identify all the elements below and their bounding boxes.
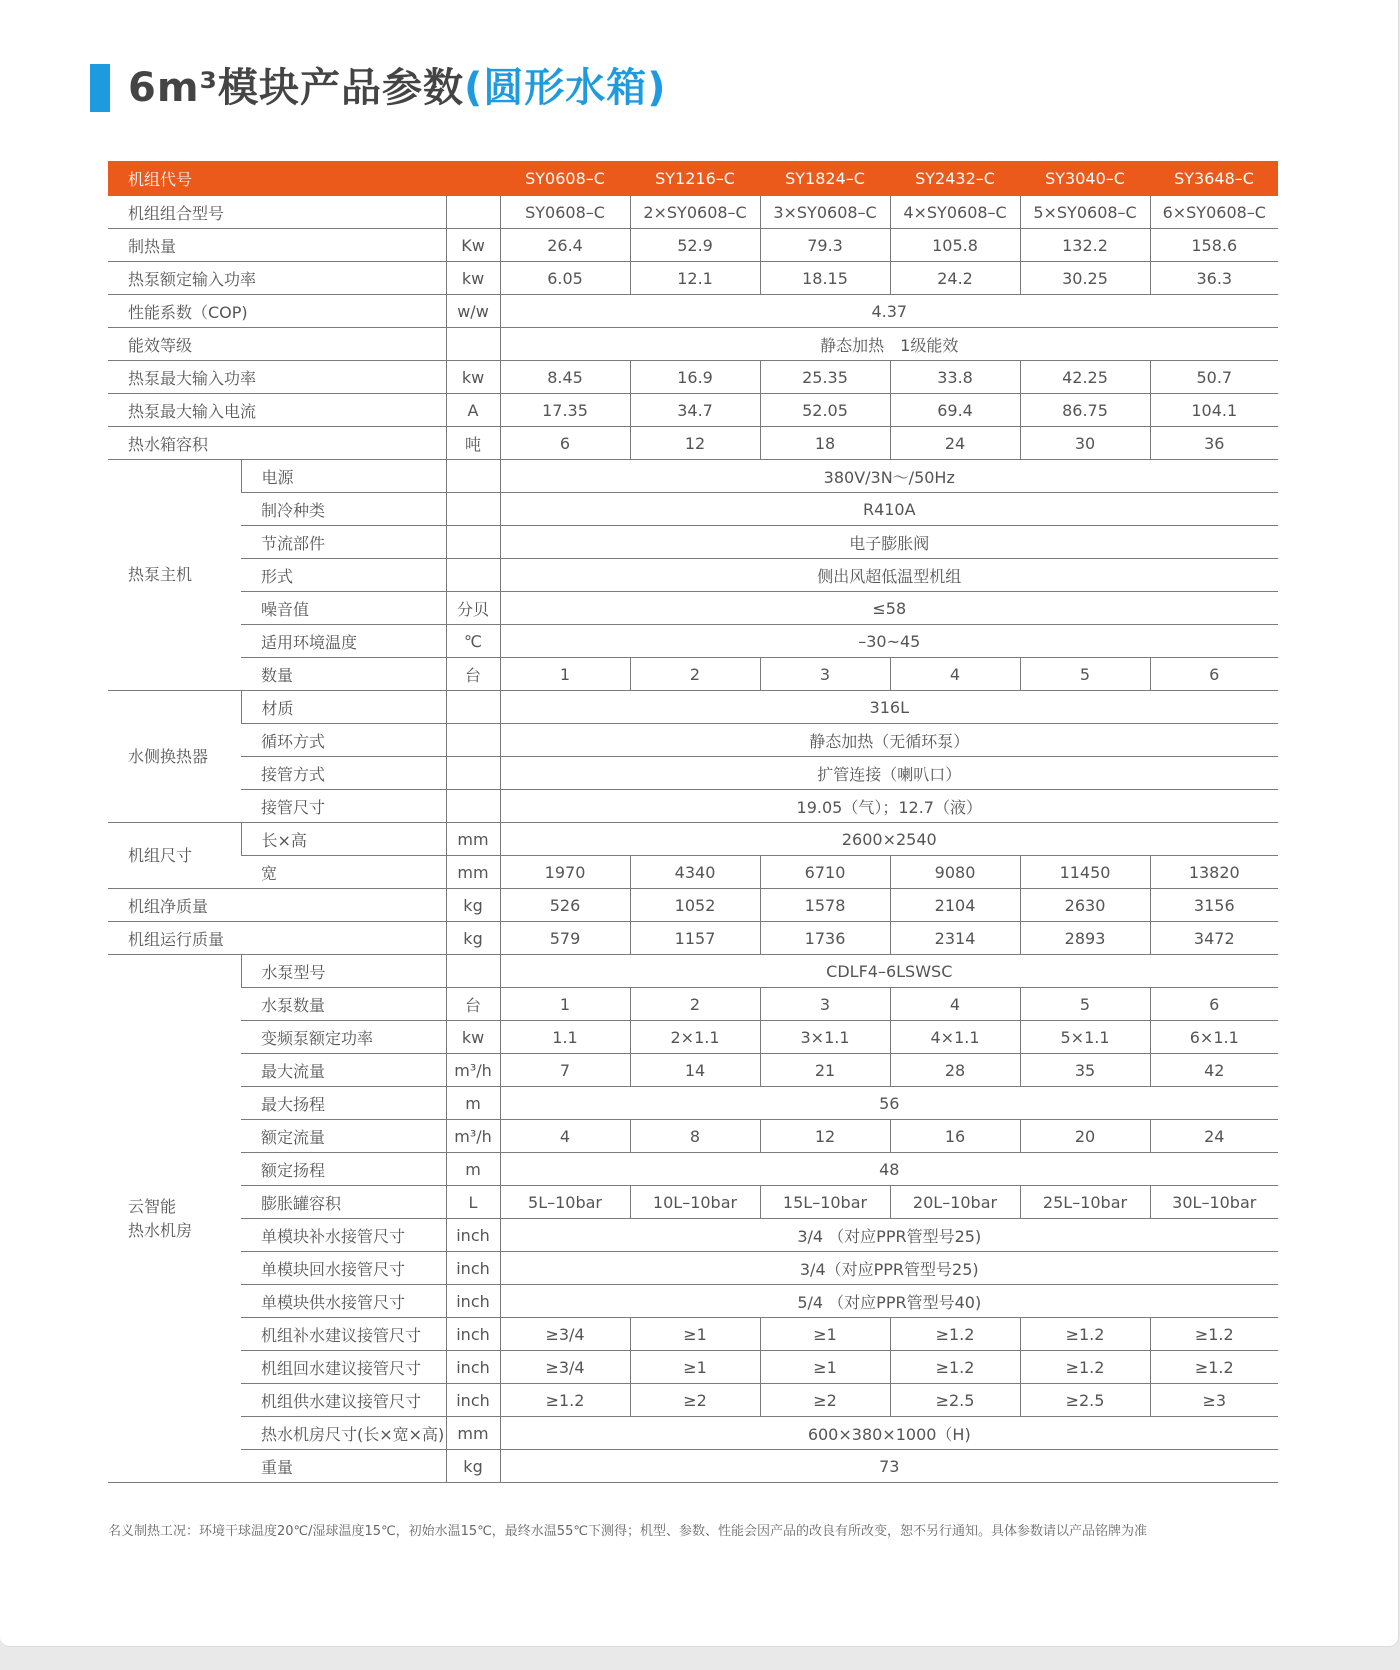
table-row — [108, 262, 1278, 295]
table-cell: 50.7 — [1150, 361, 1278, 394]
table-cell: 28 — [890, 1054, 1020, 1087]
table-cell: 3 — [760, 658, 890, 691]
row-label: 热泵额定输入功率 — [108, 262, 446, 295]
table-row — [108, 1054, 1278, 1087]
table-cell: 2314 — [890, 922, 1020, 955]
table-cell: 52.05 — [760, 394, 890, 427]
row-label: 制热量 — [108, 229, 446, 262]
table-cell: 2 — [630, 988, 760, 1021]
table-cell: ≥1.2 — [1020, 1318, 1150, 1351]
table-cell: 17.35 — [500, 394, 630, 427]
table-cell: 3×SY0608–C — [760, 196, 890, 229]
table-cell: 4 — [890, 658, 1020, 691]
row-unit: ℃ — [446, 625, 500, 658]
row-unit: A — [446, 394, 500, 427]
table-row — [108, 889, 1278, 922]
table-cell: 1 — [500, 988, 630, 1021]
row-label: 机组补水建议接管尺寸 — [241, 1318, 446, 1351]
row-unit: inch — [446, 1252, 500, 1285]
table-cell: 26.4 — [500, 229, 630, 262]
table-cell: 6×SY0608–C — [1150, 196, 1278, 229]
table-cell: 36.3 — [1150, 262, 1278, 295]
spec-table — [108, 161, 1278, 1483]
table-cell-span: 静态加热 1级能效 — [500, 328, 1278, 361]
table-cell: 3×1.1 — [760, 1021, 890, 1054]
table-cell: 86.75 — [1020, 394, 1150, 427]
table-cell: 4 — [890, 988, 1020, 1021]
table-cell-span: 73 — [500, 1450, 1278, 1483]
table-cell: 1578 — [760, 889, 890, 922]
row-unit: mm — [446, 856, 500, 889]
table-cell: 30.25 — [1020, 262, 1150, 295]
table-cell-span: 316L — [500, 691, 1278, 724]
row-label: 机组组合型号 — [108, 196, 446, 229]
table-cell: 4×SY0608–C — [890, 196, 1020, 229]
table-cell: 4 — [500, 1120, 630, 1153]
table-cell: 30L–10bar — [1150, 1186, 1278, 1219]
title-accent-bar — [90, 64, 110, 112]
table-cell: 10L–10bar — [630, 1186, 760, 1219]
row-unit: kw — [446, 1021, 500, 1054]
table-cell-span: 4.37 — [500, 295, 1278, 328]
table-cell: ≥2 — [760, 1384, 890, 1417]
row-unit: 分贝 — [446, 592, 500, 625]
row-unit: mm — [446, 1417, 500, 1450]
table-row — [108, 658, 1278, 691]
table-cell: ≥1.2 — [1150, 1351, 1278, 1384]
table-row — [108, 1087, 1278, 1120]
group-label: 机组尺寸 — [108, 823, 241, 889]
table-cell: ≥3/4 — [500, 1351, 630, 1384]
row-label: 材质 — [241, 691, 446, 724]
table-row — [108, 1186, 1278, 1219]
table-cell: 132.2 — [1020, 229, 1150, 262]
table-row — [108, 1120, 1278, 1153]
row-label: 机组供水建议接管尺寸 — [241, 1384, 446, 1417]
row-label: 变频泵额定功率 — [241, 1021, 446, 1054]
table-cell-span: R410A — [500, 493, 1278, 526]
table-cell: 42 — [1150, 1054, 1278, 1087]
row-unit: 台 — [446, 988, 500, 1021]
table-row — [108, 526, 1278, 559]
header-model: SY1216–C — [630, 161, 760, 196]
table-cell-span: –30~45 — [500, 625, 1278, 658]
table-cell: 33.8 — [890, 361, 1020, 394]
table-cell: 2104 — [890, 889, 1020, 922]
table-row — [108, 1021, 1278, 1054]
table-cell: 8 — [630, 1120, 760, 1153]
table-row — [108, 625, 1278, 658]
table-row — [108, 328, 1278, 361]
row-unit — [446, 691, 500, 724]
table-cell: 5L–10bar — [500, 1186, 630, 1219]
row-label: 机组回水建议接管尺寸 — [241, 1351, 446, 1384]
table-cell: 5×1.1 — [1020, 1021, 1150, 1054]
header-model: SY3040–C — [1020, 161, 1150, 196]
row-label: 额定扬程 — [241, 1153, 446, 1186]
row-unit — [446, 460, 500, 493]
row-label: 节流部件 — [241, 526, 446, 559]
table-cell: ≥1 — [760, 1318, 890, 1351]
table-cell: 4340 — [630, 856, 760, 889]
table-cell: 9080 — [890, 856, 1020, 889]
table-cell: 79.3 — [760, 229, 890, 262]
table-cell: ≥1.2 — [1020, 1351, 1150, 1384]
header-model: SY1824–C — [760, 161, 890, 196]
row-unit: kg — [446, 889, 500, 922]
table-cell-span: 3/4（对应PPR管型号25) — [500, 1252, 1278, 1285]
row-unit — [446, 757, 500, 790]
table-cell: 24 — [890, 427, 1020, 460]
table-cell: 11450 — [1020, 856, 1150, 889]
table-cell-span: 56 — [500, 1087, 1278, 1120]
header-model: SY3648–C — [1150, 161, 1278, 196]
table-cell: 12 — [760, 1120, 890, 1153]
row-unit — [446, 493, 500, 526]
table-cell: 6×1.1 — [1150, 1021, 1278, 1054]
table-cell: 12 — [630, 427, 760, 460]
row-label: 形式 — [241, 559, 446, 592]
row-label: 热水机房尺寸(长×宽×高) — [241, 1417, 446, 1450]
row-unit — [446, 196, 500, 229]
table-cell: 20L–10bar — [890, 1186, 1020, 1219]
table-cell: 105.8 — [890, 229, 1020, 262]
table-cell-span: ≤58 — [500, 592, 1278, 625]
row-label: 电源 — [241, 460, 446, 493]
table-row — [108, 856, 1278, 889]
table-cell: ≥2.5 — [1020, 1384, 1150, 1417]
table-cell: 34.7 — [630, 394, 760, 427]
table-row — [108, 1417, 1278, 1450]
table-cell-span: 5/4 （对应PPR管型号40) — [500, 1285, 1278, 1318]
table-cell: 20 — [1020, 1120, 1150, 1153]
row-unit — [446, 328, 500, 361]
table-cell: ≥2.5 — [890, 1384, 1020, 1417]
row-unit: L — [446, 1186, 500, 1219]
table-cell: ≥1.2 — [1150, 1318, 1278, 1351]
table-header-row — [108, 161, 1278, 196]
table-cell: ≥1.2 — [890, 1318, 1020, 1351]
row-unit: w/w — [446, 295, 500, 328]
table-cell-span: 电子膨胀阀 — [500, 526, 1278, 559]
table-cell: 12.1 — [630, 262, 760, 295]
table-row — [108, 493, 1278, 526]
table-cell: 3156 — [1150, 889, 1278, 922]
table-cell: 52.9 — [630, 229, 760, 262]
table-row — [108, 922, 1278, 955]
table-cell: 24.2 — [890, 262, 1020, 295]
header-model: SY0608–C — [500, 161, 630, 196]
table-cell: 4×1.1 — [890, 1021, 1020, 1054]
row-unit: inch — [446, 1318, 500, 1351]
table-row — [108, 757, 1278, 790]
table-cell: 30 — [1020, 427, 1150, 460]
table-cell-span: 380V/3N～/50Hz — [500, 460, 1278, 493]
table-cell: 15L–10bar — [760, 1186, 890, 1219]
table-cell: ≥1.2 — [890, 1351, 1020, 1384]
table-cell: 21 — [760, 1054, 890, 1087]
table-row — [108, 955, 1278, 988]
row-unit: mm — [446, 823, 500, 856]
table-cell: ≥1 — [760, 1351, 890, 1384]
row-unit: m — [446, 1087, 500, 1120]
table-cell: 5 — [1020, 658, 1150, 691]
table-cell: 24 — [1150, 1120, 1278, 1153]
table-cell: ≥1 — [630, 1351, 760, 1384]
table-cell-span: CDLF4–6LSWSC — [500, 955, 1278, 988]
row-label: 热泵最大输入电流 — [108, 394, 446, 427]
table-row — [108, 1153, 1278, 1186]
page-title — [128, 60, 667, 116]
row-unit: Kw — [446, 229, 500, 262]
row-label: 接管方式 — [241, 757, 446, 790]
table-cell: 35 — [1020, 1054, 1150, 1087]
table-row — [108, 559, 1278, 592]
row-unit: kw — [446, 361, 500, 394]
header-model: SY2432–C — [890, 161, 1020, 196]
row-label: 膨胀罐容积 — [241, 1186, 446, 1219]
table-cell: 36 — [1150, 427, 1278, 460]
table-cell: 6.05 — [500, 262, 630, 295]
table-cell: 42.25 — [1020, 361, 1150, 394]
row-unit — [446, 724, 500, 757]
row-unit: kw — [446, 262, 500, 295]
table-row — [108, 724, 1278, 757]
table-cell-span: 侧出风超低温型机组 — [500, 559, 1278, 592]
table-cell: 1157 — [630, 922, 760, 955]
table-cell: 6710 — [760, 856, 890, 889]
table-cell: 158.6 — [1150, 229, 1278, 262]
table-cell: 1970 — [500, 856, 630, 889]
table-cell-span: 19.05（气）；12.7（液） — [500, 790, 1278, 823]
row-label: 水泵数量 — [241, 988, 446, 1021]
table-cell: 2893 — [1020, 922, 1150, 955]
table-cell: SY0608–C — [500, 196, 630, 229]
row-unit: m — [446, 1153, 500, 1186]
table-cell: 6 — [1150, 658, 1278, 691]
table-cell-span: 3/4 （对应PPR管型号25) — [500, 1219, 1278, 1252]
table-cell: 25L–10bar — [1020, 1186, 1150, 1219]
row-label: 额定流量 — [241, 1120, 446, 1153]
table-cell: 1736 — [760, 922, 890, 955]
row-label: 最大流量 — [241, 1054, 446, 1087]
row-unit: kg — [446, 922, 500, 955]
row-label: 单模块供水接管尺寸 — [241, 1285, 446, 1318]
table-cell: 2×1.1 — [630, 1021, 760, 1054]
table-cell: ≥1.2 — [500, 1384, 630, 1417]
table-cell: 104.1 — [1150, 394, 1278, 427]
table-cell: 3 — [760, 988, 890, 1021]
row-label: 单模块补水接管尺寸 — [241, 1219, 446, 1252]
row-label: 数量 — [241, 658, 446, 691]
group-label: 水侧换热器 — [108, 691, 241, 823]
row-label: 制冷种类 — [241, 493, 446, 526]
table-cell: 2×SY0608–C — [630, 196, 760, 229]
footnote: 名义制热工况：环境干球温度20℃/湿球温度15℃，初始水温15℃，最终水温55℃下测得；机型、参数、性能会因产品的改良有所改变，恕不另行通知。具体参数请以产品铭牌为准 — [108, 1524, 1147, 1539]
row-label: 机组净质量 — [108, 889, 446, 922]
table-cell: 69.4 — [890, 394, 1020, 427]
row-unit: 台 — [446, 658, 500, 691]
table-cell: 16.9 — [630, 361, 760, 394]
table-cell: 7 — [500, 1054, 630, 1087]
table-cell-span: 48 — [500, 1153, 1278, 1186]
table-cell: 526 — [500, 889, 630, 922]
row-unit — [446, 955, 500, 988]
table-cell: 1052 — [630, 889, 760, 922]
table-row — [108, 394, 1278, 427]
table-row — [108, 1285, 1278, 1318]
table-row — [108, 823, 1278, 856]
row-unit: m³/h — [446, 1054, 500, 1087]
row-unit — [446, 526, 500, 559]
row-label: 性能系数（COP) — [108, 295, 446, 328]
title-main: 6m³模块产品参数 — [128, 65, 465, 111]
table-cell: 13820 — [1150, 856, 1278, 889]
table-row — [108, 1384, 1278, 1417]
row-unit: 吨 — [446, 427, 500, 460]
row-label: 最大扬程 — [241, 1087, 446, 1120]
row-label: 接管尺寸 — [241, 790, 446, 823]
group-label: 云智能 热水机房 — [108, 955, 241, 1483]
table-row — [108, 229, 1278, 262]
row-unit — [446, 790, 500, 823]
table-cell: ≥1 — [630, 1318, 760, 1351]
table-cell-span: 扩管连接（喇叭口） — [500, 757, 1278, 790]
row-label: 能效等级 — [108, 328, 446, 361]
table-row — [108, 1351, 1278, 1384]
row-label: 热泵最大输入功率 — [108, 361, 446, 394]
table-cell: 579 — [500, 922, 630, 955]
row-unit: inch — [446, 1285, 500, 1318]
header-label: 机组代号 — [108, 161, 500, 196]
row-unit: inch — [446, 1351, 500, 1384]
row-label: 机组运行质量 — [108, 922, 446, 955]
table-cell: 6 — [500, 427, 630, 460]
table-cell: ≥3/4 — [500, 1318, 630, 1351]
table-row — [108, 427, 1278, 460]
row-label: 宽 — [241, 856, 446, 889]
table-row — [108, 196, 1278, 229]
table-cell-span: 600×380×1000（H) — [500, 1417, 1278, 1450]
row-unit: kg — [446, 1450, 500, 1483]
table-row — [108, 1450, 1278, 1483]
row-unit: inch — [446, 1384, 500, 1417]
row-label: 噪音值 — [241, 592, 446, 625]
table-cell: 5×SY0608–C — [1020, 196, 1150, 229]
table-cell: 2630 — [1020, 889, 1150, 922]
row-label: 单模块回水接管尺寸 — [241, 1252, 446, 1285]
group-label: 热泵主机 — [108, 460, 241, 691]
table-row — [108, 988, 1278, 1021]
table-cell-span: 静态加热（无循环泵） — [500, 724, 1278, 757]
row-unit: inch — [446, 1219, 500, 1252]
table-row — [108, 592, 1278, 625]
table-cell: 6 — [1150, 988, 1278, 1021]
table-cell: 2 — [630, 658, 760, 691]
table-row — [108, 1219, 1278, 1252]
table-cell: ≥3 — [1150, 1384, 1278, 1417]
table-row — [108, 361, 1278, 394]
title-highlight: (圆形水箱) — [464, 65, 667, 111]
row-label: 重量 — [241, 1450, 446, 1483]
row-label: 适用环境温度 — [241, 625, 446, 658]
table-row — [108, 1318, 1278, 1351]
table-row — [108, 295, 1278, 328]
row-label: 长×高 — [241, 823, 446, 856]
table-row — [108, 790, 1278, 823]
table-cell: 5 — [1020, 988, 1150, 1021]
table-cell: 1 — [500, 658, 630, 691]
table-cell: 16 — [890, 1120, 1020, 1153]
table-row — [108, 1252, 1278, 1285]
table-cell: 3472 — [1150, 922, 1278, 955]
table-cell: 8.45 — [500, 361, 630, 394]
row-label: 水泵型号 — [241, 955, 446, 988]
table-cell: 1.1 — [500, 1021, 630, 1054]
table-cell-span: 2600×2540 — [500, 823, 1278, 856]
table-cell: 18.15 — [760, 262, 890, 295]
table-cell: 25.35 — [760, 361, 890, 394]
table-cell: 14 — [630, 1054, 760, 1087]
row-label: 循环方式 — [241, 724, 446, 757]
table-row — [108, 460, 1278, 493]
row-label: 热水箱容积 — [108, 427, 446, 460]
row-unit: m³/h — [446, 1120, 500, 1153]
table-cell: ≥2 — [630, 1384, 760, 1417]
table-cell: 18 — [760, 427, 890, 460]
table-row — [108, 691, 1278, 724]
row-unit — [446, 559, 500, 592]
